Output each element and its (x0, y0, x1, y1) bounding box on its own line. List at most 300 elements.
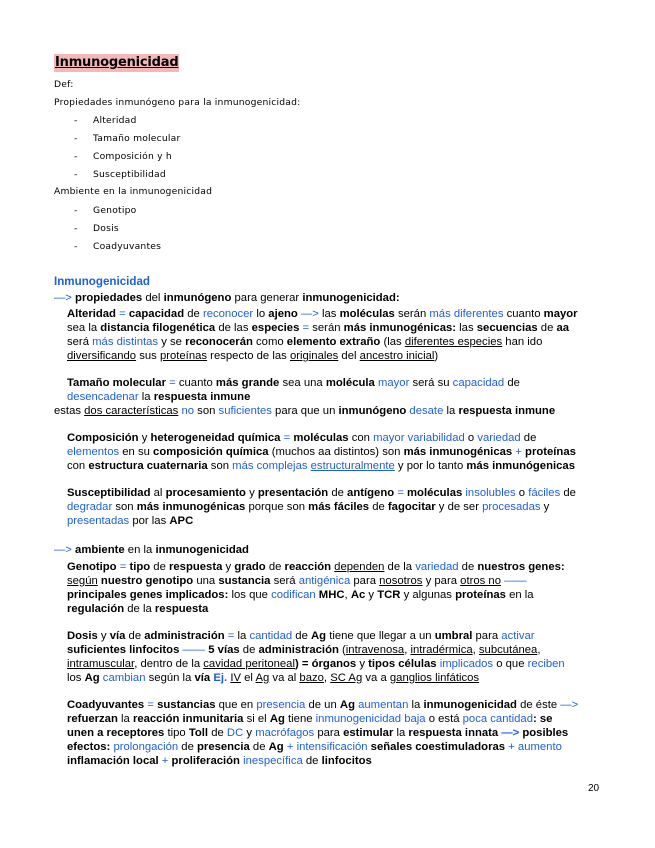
text-run: y (97, 630, 110, 642)
text-run: , (344, 589, 351, 601)
text-run: bazo (299, 672, 324, 684)
text-run: respuesta inmune (153, 391, 251, 403)
text-run: nosotros (379, 575, 423, 587)
text-run: codifican (271, 589, 316, 601)
text-run: ambiente (75, 544, 125, 556)
text-run: mayor (374, 377, 410, 389)
text-run: presentación (257, 487, 329, 499)
text-run: estructuralmente (310, 460, 395, 472)
text-line (54, 404, 555, 418)
text-run: que en (215, 699, 257, 711)
text-run: regulación (67, 603, 125, 615)
text-run: intramuscular (67, 658, 135, 670)
text-run: de (150, 561, 169, 573)
text-run: señales coestimuladoras (367, 741, 506, 753)
text-run: reacción inmunitaria (132, 713, 244, 725)
text-run: ajeno (268, 308, 298, 320)
text-run: Alteridad (67, 308, 116, 320)
text-run: TCR (377, 589, 401, 601)
text-run: han ido (502, 336, 543, 348)
text-run: de (504, 377, 520, 389)
text-run: respuesta inmune (458, 405, 556, 417)
text-run: = (115, 308, 129, 320)
text-run: cambian (99, 672, 146, 684)
text-run: = (144, 699, 158, 711)
text-run: sus (136, 350, 160, 362)
text-run: = (165, 377, 179, 389)
list-item: Tamaño molecular (93, 133, 181, 144)
bullet: - (74, 115, 78, 126)
text-run: va al (269, 672, 300, 684)
text-run: serán (312, 322, 344, 334)
text-run: tipo (164, 727, 189, 739)
text-run: más grande (215, 377, 280, 389)
text-run: + (505, 741, 518, 753)
text-run: o (515, 487, 529, 499)
text-run: desencadenar (67, 391, 139, 403)
text-run: en la (505, 589, 534, 601)
text-run: aumentan (354, 699, 409, 711)
text-run: = (280, 432, 294, 444)
text-run: capacidad (452, 377, 505, 389)
text-line (67, 671, 479, 685)
text-run: activar (501, 630, 535, 642)
text-run: variedad (415, 561, 459, 573)
text-run: la (117, 713, 133, 725)
text-run: + (283, 741, 297, 753)
text-run: variedad (477, 432, 521, 444)
text-run: cuanto (503, 308, 544, 320)
text-run: refuerzan (67, 713, 118, 725)
text-run: reconocerán (185, 336, 253, 348)
text-run: para (350, 575, 380, 587)
text-run: de (249, 741, 269, 753)
text-run: de (520, 432, 537, 444)
text-run: y por lo tanto (394, 460, 467, 472)
page-number: 20 (588, 783, 600, 794)
text-line (67, 500, 549, 514)
text-line (67, 431, 536, 445)
text-run: Susceptibilidad (67, 487, 151, 499)
arrow-icon: —> (54, 292, 72, 304)
text-run: ( (338, 644, 346, 656)
text-run: respuesta (169, 561, 223, 573)
text-run: = (394, 487, 407, 499)
text-line (67, 643, 540, 657)
text-run: receptores (106, 727, 165, 739)
text-run: si el (243, 713, 270, 725)
text-run: Genotipo (67, 561, 117, 573)
text-run: de (239, 644, 259, 656)
text-run: elemento extraño (286, 336, 381, 348)
list-item: Coadyuvantes (93, 241, 162, 252)
text-run: más distintas (92, 336, 159, 348)
text-run: para generar (234, 292, 300, 304)
text-run: degradar (67, 501, 113, 513)
text-run: ganglios linfáticos (389, 672, 480, 684)
text-run: reconocer (202, 308, 254, 320)
props-arrow-line (54, 291, 400, 305)
text-run: nuestros genes: (477, 561, 565, 573)
text-run: intensificación (296, 741, 368, 753)
text-run: capacidad (128, 308, 185, 320)
text-run: y (222, 561, 235, 573)
text-line (67, 445, 576, 459)
text-run: será (270, 575, 299, 587)
text-run: tiene (284, 713, 316, 725)
text-run: ) = (294, 658, 312, 670)
text-run: , dentro de la (134, 658, 204, 670)
text-run: la (393, 727, 409, 739)
text-run: de la (124, 603, 155, 615)
text-run: presencia (197, 741, 250, 753)
text-run: = (116, 561, 130, 573)
text-run: —> (560, 699, 579, 711)
text-run: una (193, 575, 219, 587)
text-line (67, 390, 250, 404)
text-run: los que (228, 589, 272, 601)
text-run: diferentes especies (404, 336, 503, 348)
text-run: la (237, 630, 250, 642)
text-run: = (224, 630, 238, 642)
text-run: suficientes linfocitos (67, 644, 180, 656)
text-run: , (472, 644, 479, 656)
text-run: y de ser (435, 501, 483, 513)
bullet: - (74, 133, 78, 144)
text-run: sea la (67, 322, 101, 334)
text-line (67, 486, 576, 500)
text-run: ) (434, 350, 439, 362)
text-run: Composición (67, 432, 139, 444)
bullet: - (74, 205, 78, 216)
text-run: cuanto (178, 377, 216, 389)
text-run: las (321, 308, 340, 320)
page-title-text: Inmunogenicidad (55, 55, 179, 70)
text-run: proteínas (455, 589, 506, 601)
text-run: (muchos aa distintos) son (268, 446, 404, 458)
text-line (67, 657, 565, 671)
text-run: son (112, 501, 137, 513)
text-run: de (125, 630, 145, 642)
text-run: poca cantidad (462, 713, 533, 725)
text-run: de éste (516, 699, 561, 711)
props-label: Propiedades inmunógeno para la inmunogenicidad: (54, 97, 301, 108)
text-run: inflamación local (67, 755, 159, 767)
text-run: fáciles (528, 487, 561, 499)
text-run: con (67, 460, 89, 472)
text-run: MHC (315, 589, 345, 601)
text-run: intradérmica (410, 644, 473, 656)
text-line (67, 712, 552, 726)
text-run: mayor variabilidad (373, 432, 465, 444)
text-run: de (537, 322, 557, 334)
text-run: procesamiento (165, 487, 246, 499)
text-run: —— (500, 575, 527, 587)
text-run: subcutánea (478, 644, 538, 656)
text-run: IV (230, 672, 241, 684)
text-run: más inmunógenicas (466, 460, 575, 472)
text-run: del (338, 350, 360, 362)
text-run: principales genes implicados: (67, 589, 229, 601)
text-run: respuesta innata (408, 727, 499, 739)
text-run: umbral (434, 630, 473, 642)
text-run: molécula (325, 377, 375, 389)
text-run: fagocitar (387, 501, 436, 513)
text-run: implicados (436, 658, 494, 670)
text-run: Ag (255, 672, 270, 684)
text-run: según la (145, 672, 195, 684)
text-run: nuestro genotipo (100, 575, 194, 587)
text-run: Ej. (210, 672, 228, 684)
text-run: serán (394, 308, 430, 320)
text-run: procesadas (482, 501, 541, 513)
text-run: de (302, 755, 322, 767)
text-run: de un (305, 699, 340, 711)
text-run: porque son (245, 501, 309, 513)
text-run: inmunogenicidad (423, 699, 517, 711)
text-run: desate (406, 405, 444, 417)
text-run: de (178, 741, 198, 753)
text-run: DC (226, 727, 244, 739)
text-run: : se (533, 713, 553, 725)
text-run: y se (158, 336, 186, 348)
text-run: de (458, 561, 478, 573)
text-run: estimular (343, 727, 394, 739)
text-run: proliferación (171, 755, 240, 767)
text-line (67, 560, 565, 574)
text-run: Dosis (67, 630, 98, 642)
text-line (67, 754, 372, 768)
env-label: Ambiente en la inmunogenicidad (54, 186, 213, 197)
text-run: , (404, 644, 411, 656)
text-run: son (207, 460, 233, 472)
text-run: Tamaño molecular (67, 377, 166, 389)
text-run: del (145, 292, 161, 304)
text-run: originales (289, 350, 339, 362)
text-run: lo (253, 308, 269, 320)
text-run: propiedades (75, 292, 143, 304)
text-run: y (138, 432, 151, 444)
text-run: para (472, 630, 502, 642)
text-line (67, 376, 520, 390)
text-run: presencia (256, 699, 306, 711)
text-run: linfocitos (321, 755, 372, 767)
text-run: más inmunogénicas: (343, 322, 457, 334)
text-run: con (348, 432, 374, 444)
list-item: Susceptibilidad (93, 169, 166, 180)
text-run: inmunogenicidad: (302, 292, 400, 304)
text-run: de (184, 308, 203, 320)
text-run: sustancia (218, 575, 271, 587)
text-run: proteínas (159, 350, 208, 362)
text-run: inmunógeno (338, 405, 407, 417)
bullet: - (74, 223, 78, 234)
text-run: aumento (517, 741, 562, 753)
text-run: en la (124, 544, 156, 556)
list-item: Alteridad (93, 115, 137, 126)
text-run: como (252, 336, 287, 348)
text-run: 5 vías (208, 644, 240, 656)
text-run: de (292, 630, 311, 642)
text-run: para que un (271, 405, 339, 417)
text-line (67, 602, 208, 616)
text-run: ancestro inicial (359, 350, 435, 362)
bullet: - (74, 241, 78, 252)
text-run: por las (129, 515, 170, 527)
text-line (67, 574, 527, 588)
text-run: distancia filogenética (100, 322, 216, 334)
text-run: macrófagos (255, 727, 315, 739)
text-run: mayor (543, 308, 578, 320)
text-run: va a (362, 672, 390, 684)
text-run: SC Ag (330, 672, 363, 684)
text-run: efectos: (67, 741, 111, 753)
text-run: Toll (188, 727, 209, 739)
text-run: más fáciles (308, 501, 370, 513)
text-run: dos características (84, 405, 179, 417)
text-run: Coadyuvantes (67, 699, 145, 711)
text-run: más complejas (232, 460, 311, 472)
text-run: Ag (84, 672, 100, 684)
text-run: moléculas (407, 487, 463, 499)
text-run: Ag (268, 741, 284, 753)
text-run: de (560, 487, 576, 499)
text-run: composición química (153, 446, 269, 458)
text-run: otros no (460, 575, 501, 587)
text-line (67, 307, 578, 321)
text-run: o que (493, 658, 528, 670)
text-run: cantidad (249, 630, 293, 642)
env-arrow-line (54, 543, 249, 557)
text-run: insolubles (462, 487, 516, 499)
text-run: según (67, 575, 98, 587)
text-run: o (464, 432, 478, 444)
text-run: tipo (129, 561, 151, 573)
text-line (67, 335, 542, 349)
text-run: de las (215, 322, 252, 334)
text-run: grado (234, 561, 266, 573)
text-run: moléculas (339, 308, 395, 320)
text-run: APC (169, 515, 194, 527)
text-run: la (138, 391, 154, 403)
text-run: reacción (284, 561, 332, 573)
text-run: tiene que llegar a un (326, 630, 435, 642)
text-run: antigénica (298, 575, 351, 587)
bullet: - (74, 151, 78, 162)
text-run: presentadas (67, 515, 130, 527)
text-run: prolongación (113, 741, 179, 753)
text-run: inmunogenicidad baja (315, 713, 426, 725)
text-run: será (67, 336, 93, 348)
text-run: vía (194, 672, 211, 684)
text-run: secuencias (476, 322, 538, 334)
text-run: inmunogenicidad (155, 544, 249, 556)
text-run: especies (251, 322, 300, 334)
text-run: será su (409, 377, 453, 389)
text-run: la (443, 405, 459, 417)
text-run: (las (380, 336, 405, 348)
text-run: y (245, 487, 258, 499)
text-run: más diferentes (429, 308, 504, 320)
text-run: más inmunogénicas (403, 446, 513, 458)
page-title (54, 54, 179, 72)
text-run: sustancias (157, 699, 216, 711)
text-run: Ag (339, 699, 355, 711)
text-run: administración (144, 630, 225, 642)
text-line (67, 321, 569, 335)
text-run: diversificando (67, 350, 137, 362)
text-run: + (512, 446, 526, 458)
text-run: Ag (311, 630, 327, 642)
text-line (67, 726, 568, 740)
text-run: las (456, 322, 477, 334)
list-item: Genotipo (93, 205, 137, 216)
text-run: —> (498, 727, 523, 739)
text-run: sea una (279, 377, 326, 389)
text-run: en su (119, 446, 154, 458)
text-run: tipos células (368, 658, 437, 670)
text-run: y (243, 727, 256, 739)
text-line (67, 629, 535, 643)
text-run: los (67, 672, 85, 684)
text-run: respecto de las (207, 350, 290, 362)
text-run: antígeno (347, 487, 395, 499)
text-run: proteínas (525, 446, 576, 458)
text-run: son (194, 405, 219, 417)
text-run: respuesta (154, 603, 209, 615)
text-run: no (178, 405, 195, 417)
text-run: vía (109, 630, 126, 642)
text-run: más inmunogénicas (136, 501, 246, 513)
text-run: suficientes (218, 405, 272, 417)
text-run: administración (258, 644, 339, 656)
text-run: la (408, 699, 424, 711)
arrow-icon: —> (54, 544, 72, 556)
text-run: heterogeneidad química (150, 432, 281, 444)
text-run: cavidad peritoneal (203, 658, 295, 670)
text-run: estas (54, 405, 85, 417)
text-line (67, 514, 193, 528)
text-run: dependen (334, 561, 385, 573)
text-run: Ag (269, 713, 285, 725)
text-run: intravenosa (345, 644, 405, 656)
text-run: de (265, 561, 285, 573)
text-run: moléculas (293, 432, 349, 444)
section-title: Inmunogenicidad (54, 275, 150, 288)
text-run: y (365, 589, 378, 601)
text-run: para (314, 727, 344, 739)
bullet: - (74, 169, 78, 180)
text-run: al (150, 487, 166, 499)
text-run: y para (422, 575, 461, 587)
text-line (67, 459, 575, 473)
text-run: = (299, 322, 313, 334)
text-run: de (369, 501, 388, 513)
text-run: o está (425, 713, 463, 725)
text-line (67, 349, 438, 363)
text-run: unen a (67, 727, 107, 739)
text-run: estructura cuaternaria (88, 460, 208, 472)
def-label: Def: (54, 79, 74, 90)
text-run: y algunas (400, 589, 456, 601)
text-line (67, 740, 562, 754)
text-run: inespecífica (239, 755, 303, 767)
list-item: Dosis (93, 223, 119, 234)
text-run: órganos (311, 658, 357, 670)
text-run: y (356, 658, 369, 670)
text-run: —> (297, 308, 322, 320)
text-run: elementos (67, 446, 120, 458)
